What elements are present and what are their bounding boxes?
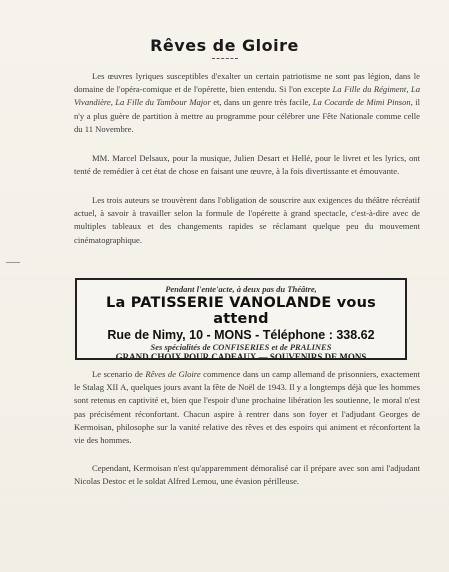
text-run: commence dans un camp allemand de prisonniers, exactement le Stalag XII A, quelques jours avant la fête de Noël de 1943. Il y a longtemps déjà que les hommes sont retenus en captivité et, bien que l'espoir d'une prochaine libération les soutienne, le moral n'est pas précisément réconfortant. Chacun aspire à rentrer dans son foyer et l'adjudant Georges de Kermoisan, philosophe sur la vanité relative des rêves et des espoirs qui animent et réconfortent la vie des hommes. <box>74 369 420 446</box>
text-run: , il n'y a plus guère de partition à mettre au programme pour célébrer une Fête Nationale comme celle du 11 Novembre. <box>74 97 421 134</box>
ad-headline: La PATISSERIE VANOLANDE vous attend <box>106 295 376 327</box>
paragraph-escape: Cependant, Kermoisan n'est qu'apparemment démoralisé car il prépare avec son ami l'adjudant Nicolas Destoc et le soldat Alfred Lemou, une évasion périlleuse. <box>74 463 420 487</box>
text-run: , <box>406 84 411 95</box>
work-title: Rêves de Gloire <box>145 369 201 379</box>
advertisement-box <box>75 278 407 360</box>
text-run: Le scenario de <box>92 369 146 379</box>
work-title: La Cocarde de Mimi Pinson <box>312 97 411 108</box>
paragraph-authors: MM. Marcel Delsaux, pour la musique, Julien Desart et Hellé, pour le livret et les lyrics, ont tenté de remédier à cet état de chose en faisant une œuvre, à la fois divertissante et émouvante. <box>74 153 420 177</box>
paragraph-intro <box>74 70 420 136</box>
text-run: et, dans un genre très facile, <box>210 97 313 108</box>
text-run: , <box>110 97 116 108</box>
work-title: La Vivandière <box>74 84 421 108</box>
ad-address: Rue de Nimy, 10 - MONS - Téléphone : 338.62 <box>107 328 375 342</box>
ad-gifts: GRAND CHOIX POUR CADEAUX — SOUVENIRS DE MONS <box>115 352 367 362</box>
paragraph-format: Les trois auteurs se trouvèrent dans l'obligation de souscrire aux exigences du théâtre récréatif actuel, à savoir à travailler selon la formule de l'opérette à grand spectacle, c'est-à-dire avec de multiples tableaux et des changements rapides se réclamant quelque peu du mouvement cinématographique. <box>74 195 420 245</box>
text-run: Les œuvres lyriques susceptibles d'exalter un certain patriotisme ne sont pas légion, dans le domaine de l'opéra-comique et de l'opérette, bien entendu. Si l'on excepte <box>74 71 420 95</box>
page-title: Rêves de Gloire <box>150 36 299 55</box>
ad-specialties: Ses spécialités de CONFISERIES et de PRALINES <box>150 342 332 352</box>
paragraph-scenario <box>74 368 420 447</box>
ad-tagline: Pendant l'ente'acte, à deux pas du Théâtre, <box>165 284 317 294</box>
work-title: La Fille du Tambour Major <box>115 97 211 108</box>
work-title: La Fille du Régiment <box>332 84 407 95</box>
margin-mark <box>6 262 20 263</box>
title-divider <box>212 58 238 59</box>
